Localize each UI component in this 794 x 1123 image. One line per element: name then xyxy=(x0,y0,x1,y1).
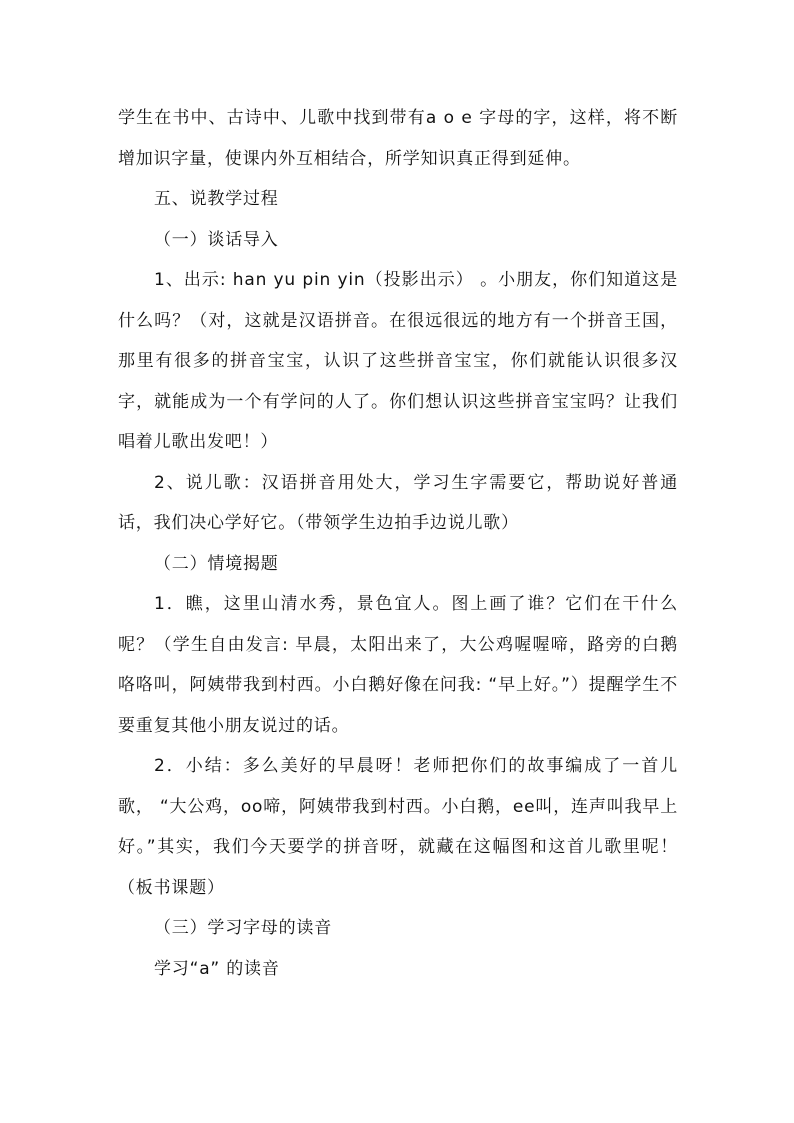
intro-paragraph: 学生在书中、古诗中、儿歌中找到带有a o e 字母的字，这样，将不断增加识字量，使课内外互相结合，所学知识真正得到延伸。 xyxy=(118,108,678,169)
learn-a-heading: 学习“a” 的读音 xyxy=(154,958,280,979)
scene-step-1-paragraph: 1．瞧，这里山清水秀，景色宜人。图上画了谁？它们在干什么呢？（学生自由发言: 早晨，太阳出来了，大公鸡喔喔啼，路旁的白鹅咯咯叫，阿姨带我到村西。小白鹅好像在问我: “早上好。”）提醒学生不要重复其他小朋友说过的话。 xyxy=(118,594,678,736)
step-1-paragraph: 1、出示: han yu pin yin（投影出示） 。小朋友，你们知道这是什么吗？（对，这就是汉语拼音。在很远很远的地方有一个拼音王国，那里有很多的拼音宝宝，认识了这些拼音宝宝，你们就能认识很多汉字，就能成为一个有学问的人了。你们想认识这些拼音宝宝吗？让我们唱着儿歌出发吧！） xyxy=(118,270,678,452)
document-body xyxy=(118,98,678,989)
subsection-three-heading: （三）学习字母的读音 xyxy=(154,918,332,938)
subsection-one-heading: （一）谈话导入 xyxy=(154,229,279,250)
step-2-paragraph: 2、说儿歌：汉语拼音用处大，学习生字需要它，帮助说好普通话，我们决心学好它。（带领学生边拍手边说儿歌） xyxy=(118,472,678,533)
scene-step-2-paragraph: 2．小结：多么美好的早晨呀！老师把你们的故事编成了一首儿歌， “大公鸡，oo啼，阿姨带我到村西。小白鹅，ee叫，连声叫我早上好。”其实，我们今天要学的拼音呀，就藏在这幅图和这首儿歌里呢！（板书课题） xyxy=(118,756,678,898)
section-five-heading: 五、说教学过程 xyxy=(154,189,279,209)
subsection-two-heading: （二）情境揭题 xyxy=(154,553,279,574)
